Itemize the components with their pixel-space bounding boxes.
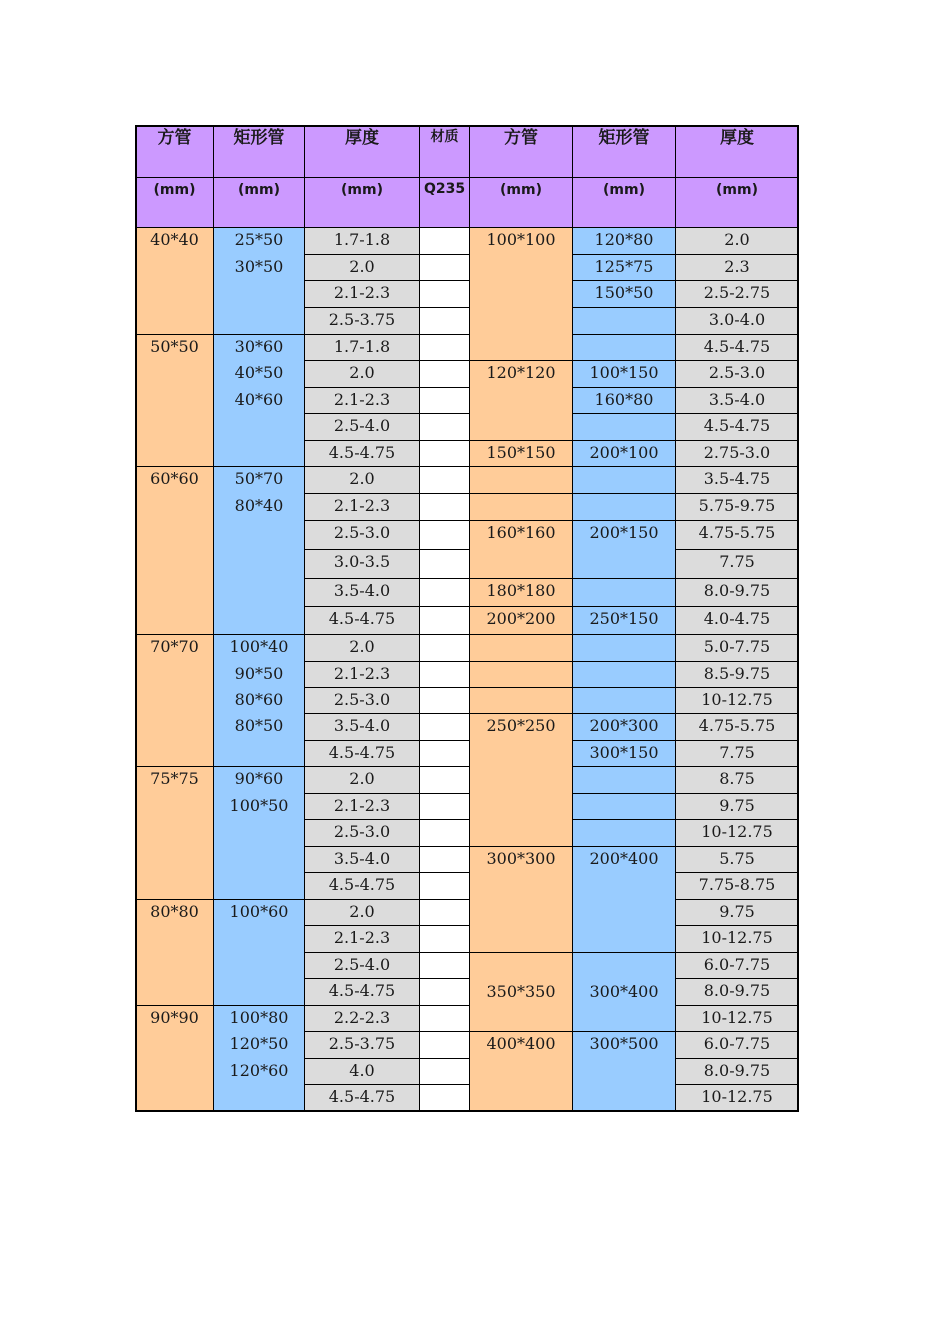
rect-size-cell — [572, 334, 676, 361]
material-cell — [419, 227, 470, 255]
rect-size-cell — [572, 307, 676, 335]
header-unit-rect-2: (mm) — [572, 177, 676, 228]
material-cell — [419, 440, 470, 467]
thickness-cell: 8.5-9.75 — [675, 661, 799, 688]
thickness-cell: 7.75 — [675, 740, 799, 767]
thickness-cell: 2.5-3.0 — [304, 687, 420, 714]
thickness-cell: 2.5-3.75 — [304, 1031, 420, 1059]
material-cell — [419, 360, 470, 388]
rect-size-cell: 200*300 — [572, 713, 676, 741]
material-cell — [419, 1058, 470, 1085]
thickness-cell: 3.5-4.0 — [304, 846, 420, 873]
square-size-cell: 90*90 — [135, 1005, 214, 1112]
material-cell — [419, 307, 470, 335]
material-cell — [419, 766, 470, 794]
thickness-cell: 2.5-4.0 — [304, 413, 420, 441]
rect-size-cell — [572, 578, 676, 607]
material-cell — [419, 793, 470, 820]
rect-size-label: 100*40 — [229, 637, 289, 656]
rect-size-cell — [572, 766, 676, 794]
square-size-cell: 40*40 — [135, 227, 214, 335]
square-size-cell — [469, 634, 573, 662]
rect-size-label: 100*50 — [229, 796, 289, 815]
square-size-cell — [469, 466, 573, 494]
thickness-cell: 3.5-4.75 — [675, 466, 799, 494]
rect-size-label: 30*60 — [234, 337, 284, 356]
material-cell — [419, 978, 470, 1006]
thickness-cell: 8.0-9.75 — [675, 1058, 799, 1085]
material-cell — [419, 846, 470, 873]
rect-size-cell: 200*150 — [572, 520, 676, 579]
rect-size-label: 50*70 — [234, 469, 284, 488]
rect-size-cell: 300*500 — [572, 1031, 676, 1112]
material-cell — [419, 819, 470, 847]
thickness-cell: 4.5-4.75 — [304, 440, 420, 467]
rect-size-cell — [213, 227, 305, 335]
material-cell — [419, 334, 470, 361]
thickness-cell: 3.5-4.0 — [675, 387, 799, 414]
thickness-cell: 10-12.75 — [675, 1084, 799, 1112]
material-cell — [419, 549, 470, 579]
thickness-cell: 7.75 — [675, 549, 799, 579]
thickness-cell: 2.5-2.75 — [675, 280, 799, 308]
material-cell — [419, 466, 470, 494]
rect-size-label: 120*60 — [229, 1061, 289, 1080]
thickness-cell: 2.5-3.75 — [304, 307, 420, 335]
thickness-cell: 3.0-4.0 — [675, 307, 799, 335]
rect-size-cell — [213, 766, 305, 900]
square-size-cell: 120*120 — [469, 360, 573, 441]
material-cell — [419, 254, 470, 281]
thickness-cell: 8.75 — [675, 766, 799, 794]
rect-size-label: 30*50 — [234, 257, 284, 276]
square-size-cell: 300*300 — [469, 846, 573, 953]
material-cell — [419, 606, 470, 635]
thickness-cell: 4.5-4.75 — [675, 334, 799, 361]
square-size-cell: 400*400 — [469, 1031, 573, 1112]
header-unit-thickness-2: (mm) — [675, 177, 799, 228]
thickness-cell: 2.1-2.3 — [304, 387, 420, 414]
header-col-thickness-2: 厚度 — [675, 125, 799, 178]
square-size-cell: 350*350 — [469, 952, 573, 1032]
material-cell — [419, 634, 470, 662]
thickness-cell: 4.0 — [304, 1058, 420, 1085]
rect-size-cell — [213, 899, 305, 1006]
rect-size-cell — [572, 413, 676, 441]
thickness-cell: 9.75 — [675, 793, 799, 820]
rect-size-label: 100*80 — [229, 1008, 289, 1027]
rect-size-cell: 125*75 — [572, 254, 676, 281]
rect-size-cell — [572, 493, 676, 521]
square-size-cell: 60*60 — [135, 466, 214, 635]
material-cell — [419, 713, 470, 741]
rect-size-label: 100*60 — [229, 902, 289, 921]
thickness-cell: 4.5-4.75 — [304, 606, 420, 635]
rect-size-cell: 160*80 — [572, 387, 676, 414]
rect-size-cell: 200*400 — [572, 846, 676, 953]
thickness-cell: 2.1-2.3 — [304, 280, 420, 308]
material-cell — [419, 578, 470, 607]
thickness-cell: 10-12.75 — [675, 925, 799, 953]
rect-size-cell — [213, 1005, 305, 1112]
thickness-cell: 2.0 — [304, 254, 420, 281]
header-col-rect-2: 矩形管 — [572, 125, 676, 178]
thickness-cell: 5.0-7.75 — [675, 634, 799, 662]
rect-size-label: 80*50 — [234, 716, 284, 735]
thickness-cell: 4.0-4.75 — [675, 606, 799, 635]
rect-size-cell — [572, 819, 676, 847]
thickness-cell: 10-12.75 — [675, 819, 799, 847]
rect-size-cell — [572, 687, 676, 714]
thickness-cell: 3.5-4.0 — [304, 578, 420, 607]
rect-size-cell: 300*150 — [572, 740, 676, 767]
header-col-square-2: 方管 — [469, 125, 573, 178]
thickness-cell: 2.0 — [675, 227, 799, 255]
rect-size-label: 80*40 — [234, 496, 284, 515]
rect-size-label: 40*60 — [234, 390, 284, 409]
rect-size-cell — [213, 334, 305, 467]
thickness-cell: 10-12.75 — [675, 1005, 799, 1032]
square-size-cell: 70*70 — [135, 634, 214, 767]
square-size-cell: 50*50 — [135, 334, 214, 467]
material-cell — [419, 925, 470, 953]
rect-size-label: 90*50 — [234, 664, 284, 683]
thickness-cell: 3.0-3.5 — [304, 549, 420, 579]
rect-size-cell — [213, 466, 305, 635]
thickness-cell: 9.75 — [675, 899, 799, 926]
material-cell — [419, 872, 470, 900]
thickness-cell: 4.5-4.75 — [304, 1084, 420, 1112]
rect-size-label: 120*50 — [229, 1034, 289, 1053]
header-material-grade: Q235 — [419, 177, 470, 228]
material-cell — [419, 280, 470, 308]
material-cell — [419, 740, 470, 767]
thickness-cell: 8.0-9.75 — [675, 578, 799, 607]
rect-size-cell: 150*50 — [572, 280, 676, 308]
material-cell — [419, 413, 470, 441]
rect-size-label: 90*60 — [234, 769, 284, 788]
rect-size-cell — [572, 793, 676, 820]
square-size-cell: 160*160 — [469, 520, 573, 579]
rect-size-label: 40*50 — [234, 363, 284, 382]
thickness-cell: 3.5-4.0 — [304, 713, 420, 741]
material-cell — [419, 387, 470, 414]
material-cell — [419, 493, 470, 521]
rect-size-cell: 100*150 — [572, 360, 676, 388]
material-cell — [419, 661, 470, 688]
square-size-cell: 150*150 — [469, 440, 573, 467]
thickness-cell: 4.75-5.75 — [675, 713, 799, 741]
rect-size-cell — [213, 634, 305, 767]
rect-size-cell — [572, 634, 676, 662]
thickness-cell: 2.0 — [304, 360, 420, 388]
thickness-cell: 2.0 — [304, 899, 420, 926]
header-col-rect: 矩形管 — [213, 125, 305, 178]
material-cell — [419, 687, 470, 714]
thickness-cell: 2.5-3.0 — [675, 360, 799, 388]
material-cell — [419, 1005, 470, 1032]
rect-size-cell: 200*100 — [572, 440, 676, 467]
thickness-cell: 2.1-2.3 — [304, 793, 420, 820]
square-size-cell: 75*75 — [135, 766, 214, 900]
thickness-cell: 5.75 — [675, 846, 799, 873]
thickness-cell: 2.3 — [675, 254, 799, 281]
thickness-cell: 5.75-9.75 — [675, 493, 799, 521]
thickness-cell: 2.75-3.0 — [675, 440, 799, 467]
square-size-cell — [469, 661, 573, 688]
rect-size-cell — [572, 466, 676, 494]
thickness-cell: 1.7-1.8 — [304, 227, 420, 255]
thickness-cell: 4.5-4.75 — [304, 978, 420, 1006]
header-unit-square-2: (mm) — [469, 177, 573, 228]
thickness-cell: 2.0 — [304, 634, 420, 662]
rect-size-label: 25*50 — [234, 230, 284, 249]
thickness-cell: 2.1-2.3 — [304, 925, 420, 953]
square-size-cell: 100*100 — [469, 227, 573, 361]
thickness-cell: 4.5-4.75 — [304, 872, 420, 900]
header-unit-square: (mm) — [135, 177, 214, 228]
square-size-cell — [469, 687, 573, 714]
rect-size-cell: 120*80 — [572, 227, 676, 255]
header-col-material: 材质 — [419, 125, 470, 178]
rect-size-cell: 300*400 — [572, 952, 676, 1032]
thickness-cell: 2.5-4.0 — [304, 952, 420, 979]
material-cell — [419, 1084, 470, 1112]
thickness-cell: 6.0-7.75 — [675, 952, 799, 979]
thickness-cell: 4.75-5.75 — [675, 520, 799, 550]
material-cell — [419, 899, 470, 926]
header-col-thickness: 厚度 — [304, 125, 420, 178]
material-cell — [419, 1031, 470, 1059]
header-unit-rect: (mm) — [213, 177, 305, 228]
thickness-cell: 2.2-2.3 — [304, 1005, 420, 1032]
thickness-cell: 4.5-4.75 — [675, 413, 799, 441]
thickness-cell: 2.1-2.3 — [304, 493, 420, 521]
thickness-cell: 2.0 — [304, 766, 420, 794]
material-cell — [419, 952, 470, 979]
thickness-cell: 4.5-4.75 — [304, 740, 420, 767]
square-size-cell: 200*200 — [469, 606, 573, 635]
square-size-cell — [469, 493, 573, 521]
rect-size-cell — [572, 661, 676, 688]
square-size-cell: 80*80 — [135, 899, 214, 1006]
header-col-square: 方管 — [135, 125, 214, 178]
rect-size-label: 80*60 — [234, 690, 284, 709]
square-size-cell: 250*250 — [469, 713, 573, 847]
thickness-cell: 6.0-7.75 — [675, 1031, 799, 1059]
thickness-cell: 7.75-8.75 — [675, 872, 799, 900]
thickness-cell: 10-12.75 — [675, 687, 799, 714]
header-unit-thickness: (mm) — [304, 177, 420, 228]
square-size-cell: 180*180 — [469, 578, 573, 607]
rect-size-cell: 250*150 — [572, 606, 676, 635]
thickness-cell: 2.0 — [304, 466, 420, 494]
thickness-cell: 8.0-9.75 — [675, 978, 799, 1006]
thickness-cell: 2.1-2.3 — [304, 661, 420, 688]
material-cell — [419, 520, 470, 550]
thickness-cell: 2.5-3.0 — [304, 520, 420, 550]
thickness-cell: 2.5-3.0 — [304, 819, 420, 847]
thickness-cell: 1.7-1.8 — [304, 334, 420, 361]
